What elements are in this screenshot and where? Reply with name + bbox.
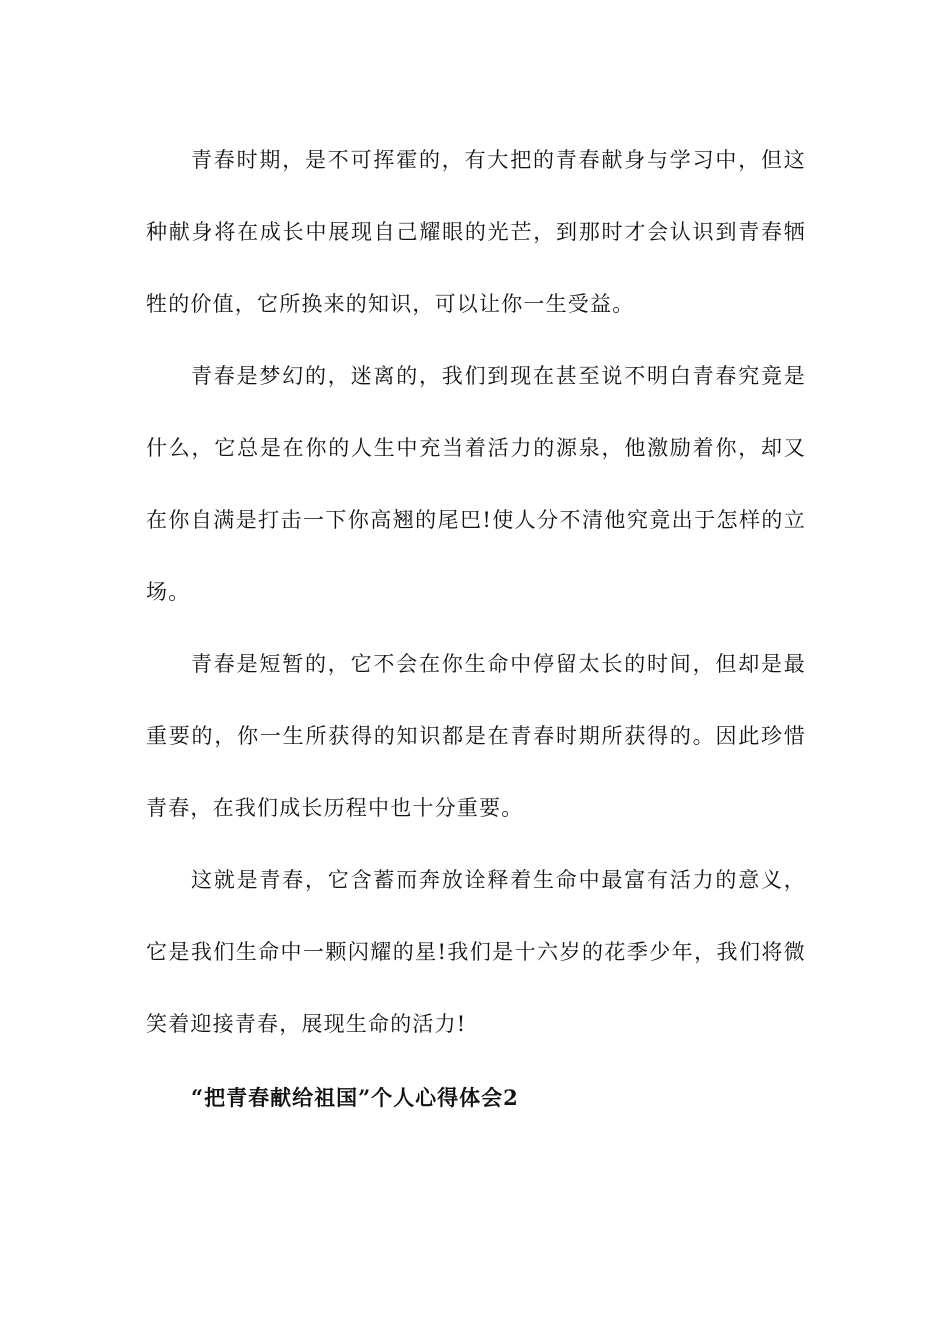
paragraph-4: 这就是青春，它含蓄而奔放诠释着生命中最富有活力的意义，它是我们生命中一颗闪耀的星!我们是十六岁的花季少年，我们将微笑着迎接青春，展现生命的活力! bbox=[146, 868, 806, 1036]
paragraph-2: 青春是梦幻的，迷离的，我们到现在甚至说不明白青春究竟是什么，它总是在你的人生中充当着活力的源泉，他激励着你，却又在你自满是打击一下你高翘的尾巴!使人分不清他究竟出于怎样的立场。 bbox=[146, 364, 806, 604]
paragraph-1: 青春时期，是不可挥霍的，有大把的青春献身与学习中，但这种献身将在成长中展现自己耀眼的光芒，到那时才会认识到青春牺牲的价值，它所换来的知识，可以让你一生受益。 bbox=[146, 148, 806, 316]
paragraph-3: 青春是短暂的，它不会在你生命中停留太长的时间，但却是最重要的，你一生所获得的知识都是在青春时期所获得的。因此珍惜青春，在我们成长历程中也十分重要。 bbox=[146, 652, 806, 820]
section-heading: “把青春献给祖国”个人心得体会2 bbox=[191, 1085, 519, 1110]
document-body bbox=[146, 124, 806, 1134]
